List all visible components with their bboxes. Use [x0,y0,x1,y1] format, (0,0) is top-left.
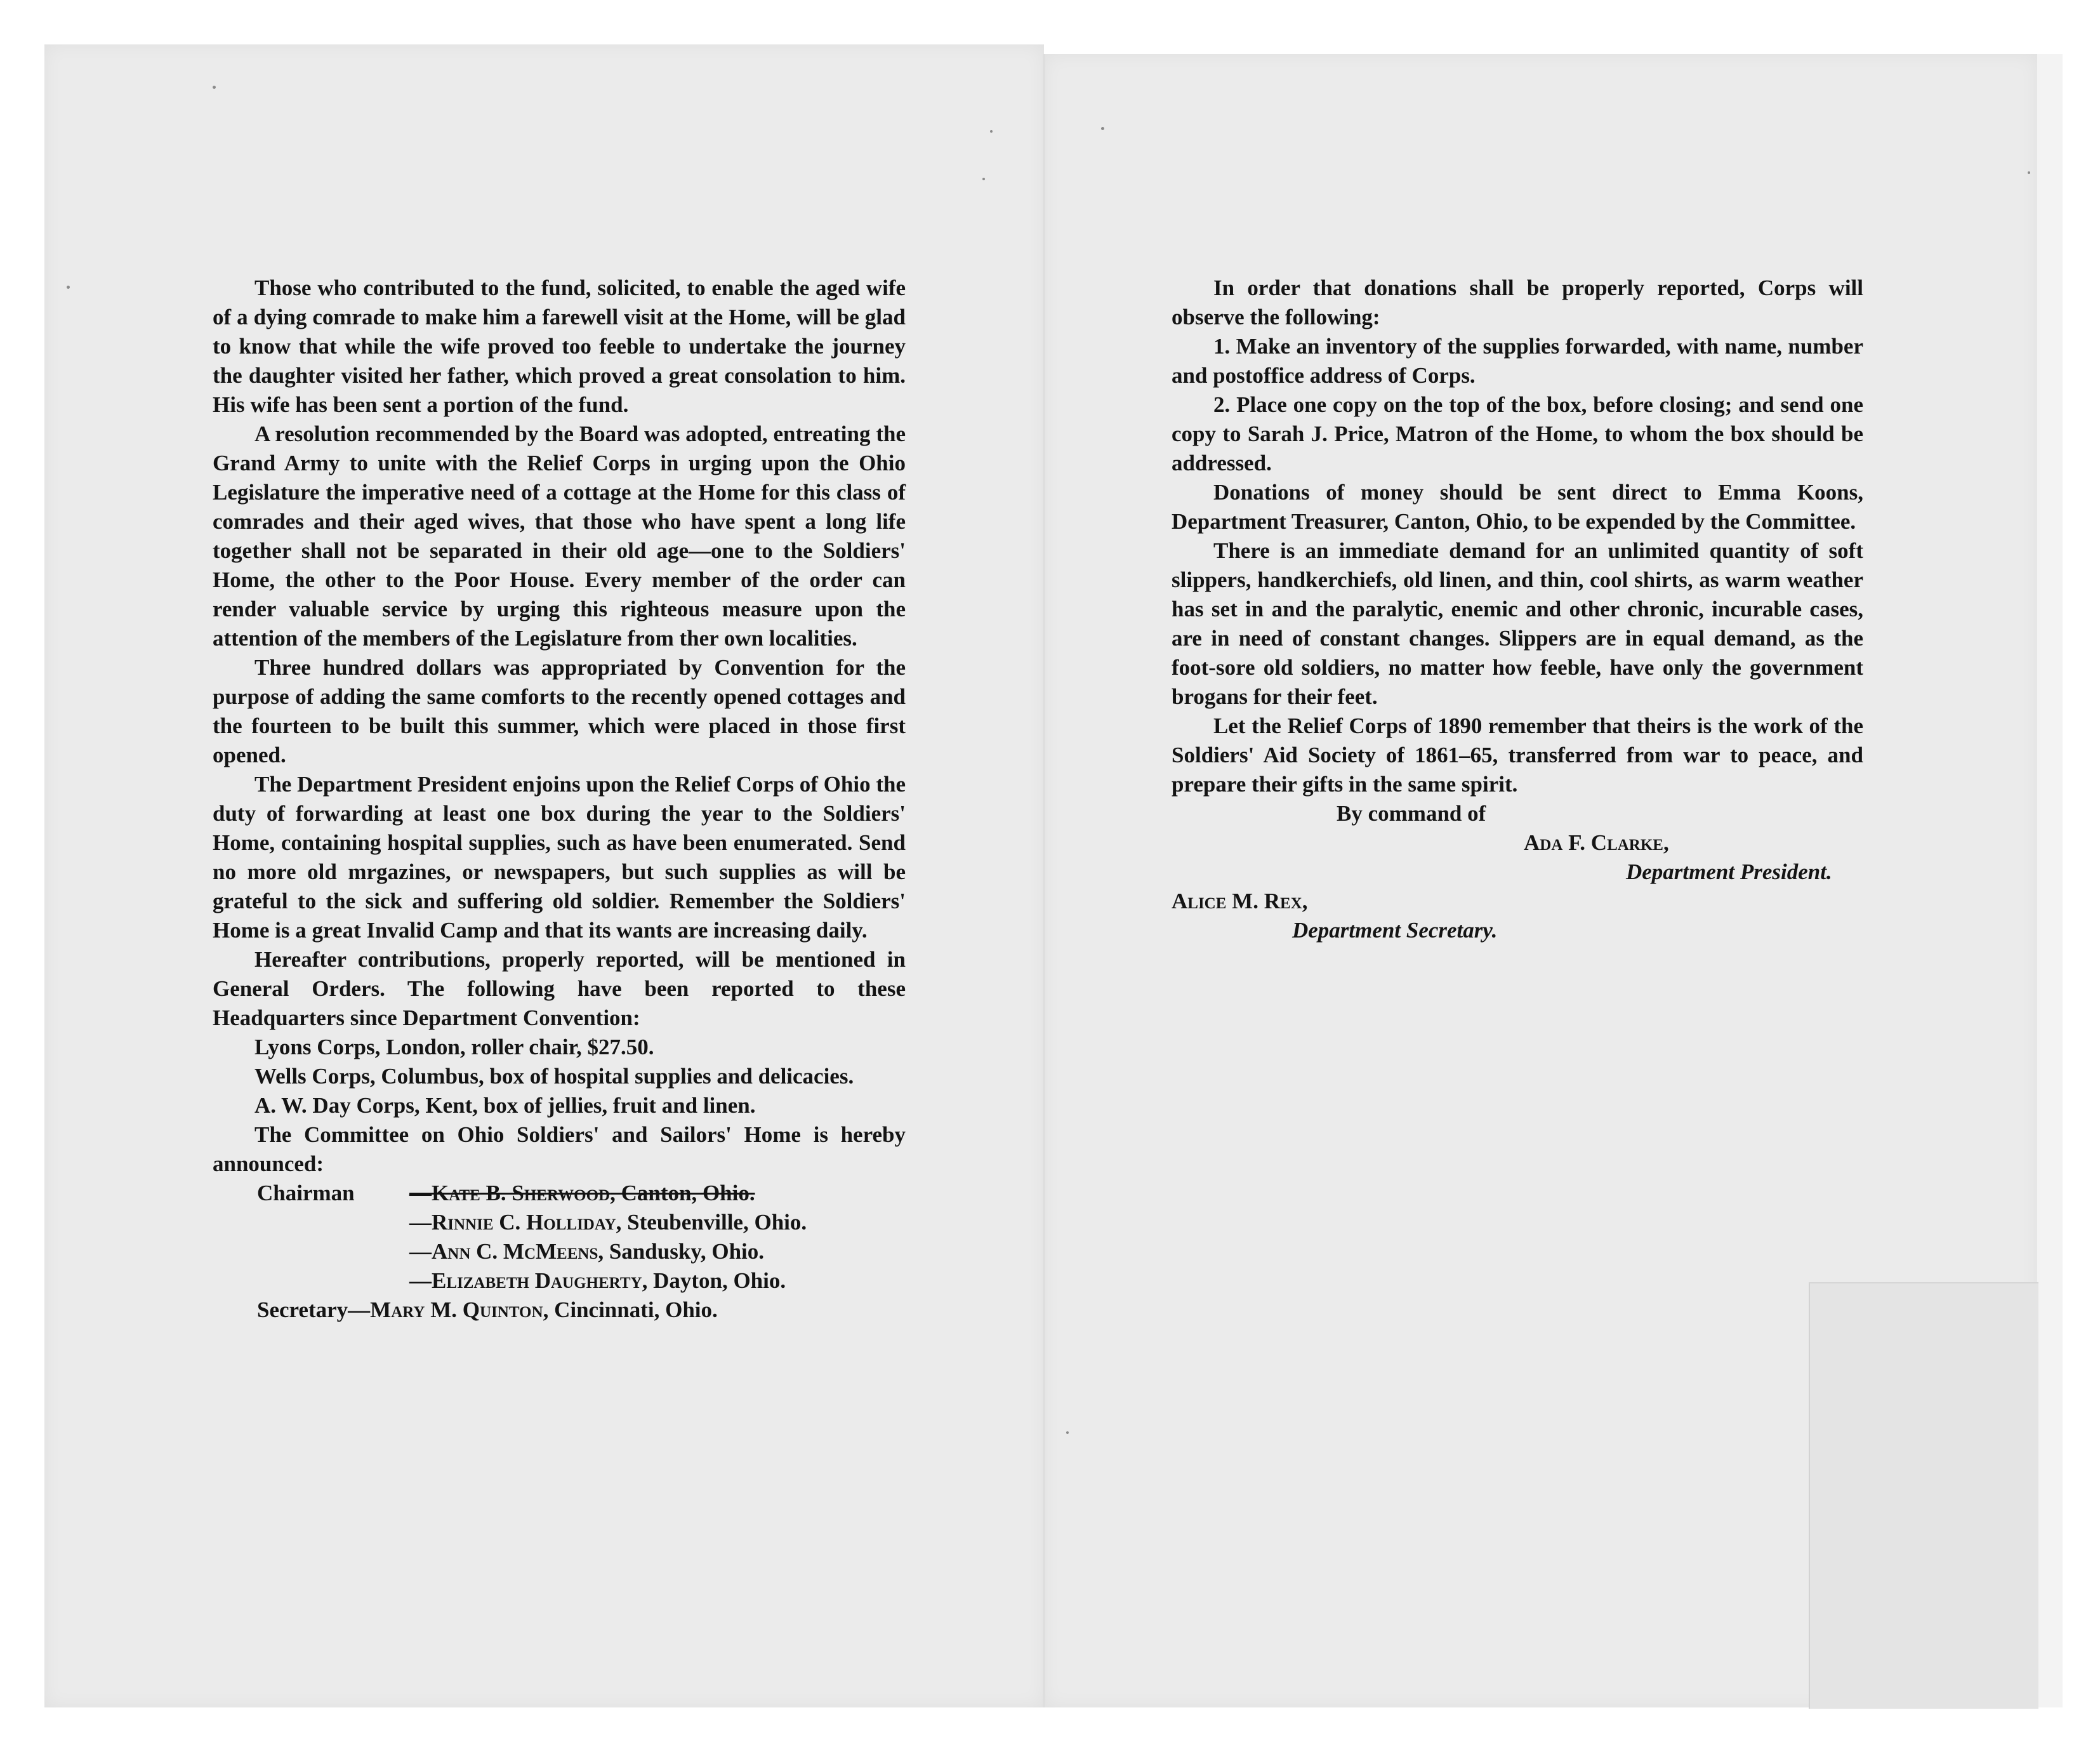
paragraph: Three hundred dollars was appropriated by Convention for the purpose of adding the same comforts to the recently opened cottages and the fourteen to be built this summer, which were placed in those first opened. [213,655,906,767]
scan-speck [982,178,985,180]
secretary-label: Secretary [257,1297,348,1322]
member-place: Canton, Ohio. [621,1181,755,1205]
paragraph: Donations of money should be sent direct to Emma Koons, Department Treasurer, Canton, Ohio, to be expended by the Committee. [1172,480,1863,534]
committee-list [213,1179,906,1325]
paper-edge [2037,54,2063,1707]
member-place: Steubenville, Ohio. [627,1210,807,1235]
paragraph: The Department President enjoins upon the Relief Corps of Ohio the duty of forwarding at least one box during the year to the Soldiers' Home, containing hospital supplies, such as have been enumerated. Send no more old mrgazines, or newspapers, but such supplies as will be grateful to the sick and suffering old soldier. Remember the Soldiers' Home is a great Invalid Camp and that its wants are increasing daily. [213,772,906,943]
scan-speck [990,130,993,133]
secretary-name: Mary M. Quinton [370,1297,543,1322]
committee-row: — Elizabeth Daugherty , Dayton, Ohio. [213,1266,906,1296]
member-name: Kate B. Sherwood [432,1181,611,1205]
paragraph: A. W. Day Corps, Kent, box of jellies, fruit and linen. [254,1093,756,1118]
folded-tab [1809,1282,2038,1709]
member-name: Elizabeth Daugherty [432,1268,642,1293]
member-place: Dayton, Ohio. [653,1268,786,1293]
secretary-place: Cincinnati, Ohio. [554,1297,718,1322]
chairman-label: Chairman [257,1181,355,1205]
paragraph: There is an immediate demand for an unlimited quantity of soft slippers, handkerchiefs, old linen, and thin, cool shirts, as warm weather has set in and the paralytic, enemic and other chronic, incurable cases, are in need of constant changes. Slippers are in equal demand, as the foot-sore old soldiers, no matter how feeble, have only the government brogans for their feet. [1172,538,1863,709]
paragraph: A resolution recommended by the Board was adopted, entreating the Grand Army to unite with the Relief Corps in urging upon the Ohio Legislature the imperative need of a cottage at the Home for this class of comrades and their aged wives, that those who have spent a long life together shall not be separated in their old age—one to the Soldiers' Home, the other to the Poor House. Every member of the order can render valuable service by urging this righteous measure upon the attention of the members of the Legislature from ther own localities. [213,421,906,651]
by-command: By command of [1337,801,1486,826]
paragraph: Those who contributed to the fund, solicited, to enable the aged wife of a dying comrade to make him a farewell visit at the Home, will be glad to know that while the wife proved too feeble to undertake the journey the daughter visited her father, which proved a great consolation to him. His wife has been sent a portion of the fund. [213,275,906,417]
scan-speck [2028,171,2030,174]
secretary-name: Alice M. Rex, [1172,889,1308,913]
president-title: Department President. [1626,859,1832,884]
paragraph: 2. Place one copy on the top of the box, before closing; and send one copy to Sarah J. Price, Matron of the Home, to whom the box should be addressed. [1172,392,1863,475]
member-name: Ann C. McMeens [432,1239,598,1264]
committee-row: Secretary — Mary M. Quinton , Cincinnati, Ohio. [213,1296,906,1325]
scan-speck [1101,127,1104,130]
member-name: Rinnie C. Holliday [432,1210,616,1235]
paragraph: Lyons Corps, London, roller chair, $27.50. [254,1035,654,1059]
scan-speck [1066,1431,1069,1434]
scan-speck [67,286,70,289]
paragraph: Wells Corps, Columbus, box of hospital supplies and delicacies. [254,1064,854,1089]
paragraph: The Committee on Ohio Soldiers' and Sailors' Home is hereby announced: [213,1122,906,1176]
signature-block [1172,799,1863,945]
president-name: Ada F. Clarke, [1524,830,1669,855]
committee-row: Chairman —Kate B. Sherwood, Canton, Ohio. [213,1179,906,1208]
committee-row: — Rinnie C. Holliday , Steubenville, Ohio. [213,1208,906,1237]
page-fold [1043,54,1045,1707]
right-column [1172,274,1863,945]
secretary-title: Department Secretary. [1292,918,1498,943]
paragraph: Let the Relief Corps of 1890 remember that theirs is the work of the Soldiers' Aid Society of 1861–65, transferred from war to peace, and prepare their gifts in the same spirit. [1172,713,1863,797]
paragraph: In order that donations shall be properly reported, Corps will observe the following: [1172,275,1863,329]
paragraph: Hereafter contributions, properly reported, will be mentioned in General Orders. The following have been reported to these Headquarters since Department Convention: [213,947,906,1030]
scan-speck [213,86,216,89]
member-place: Sandusky, Ohio. [609,1239,765,1264]
committee-row: — Ann C. McMeens , Sandusky, Ohio. [213,1237,906,1266]
left-column [213,274,906,1325]
paragraph: 1. Make an inventory of the supplies forwarded, with name, number and postoffice address of Corps. [1172,334,1863,388]
